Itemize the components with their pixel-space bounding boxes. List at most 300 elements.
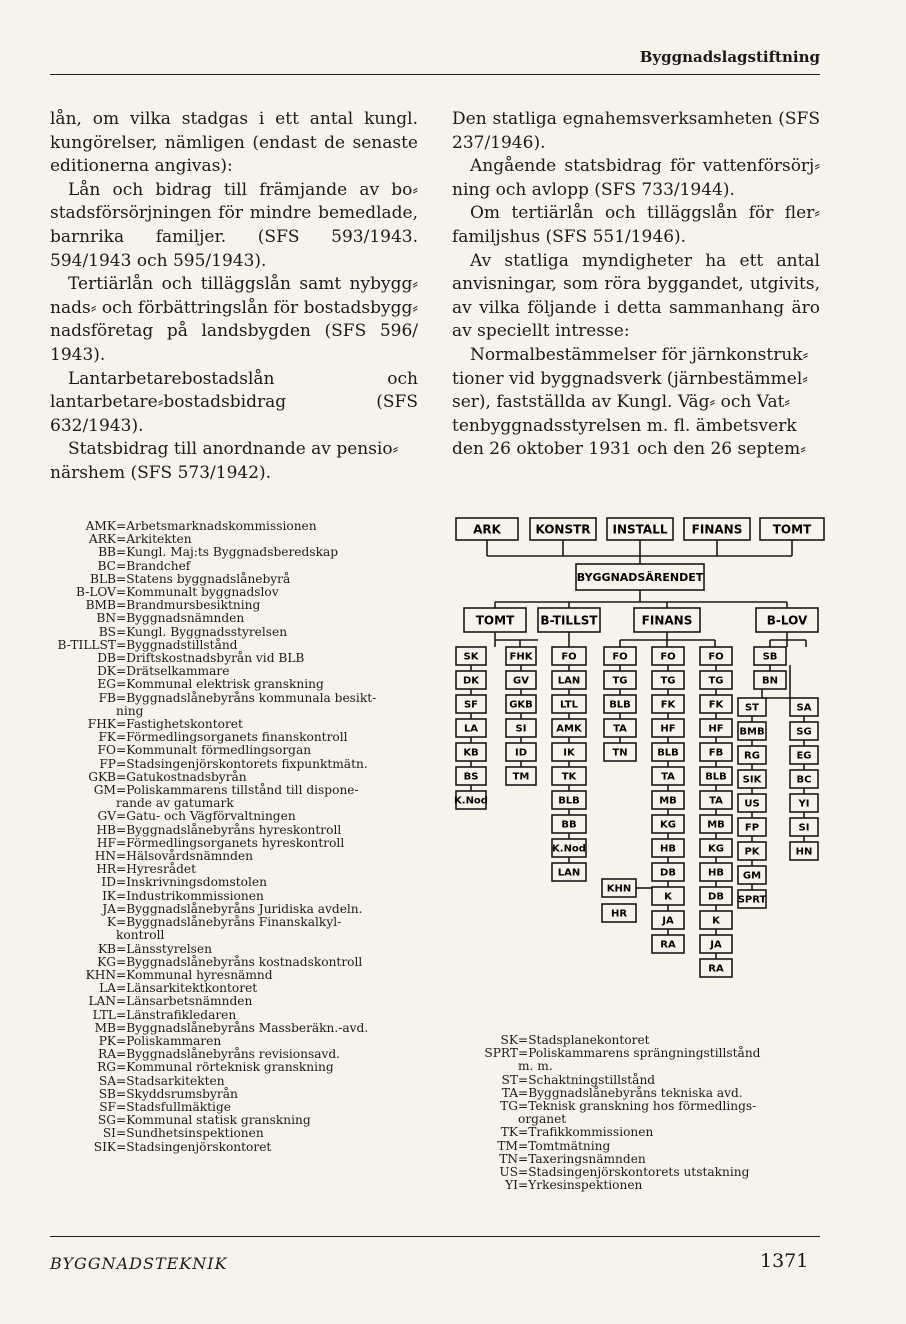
abbreviation-meaning: =Länstrafikledaren [116,1007,237,1022]
abbreviation-key: KHN [85,967,116,982]
abbreviation-meaning: =Drätselkammare [116,664,230,679]
abbreviation-key: HN [94,849,116,864]
abbreviation-key: US [499,1165,518,1180]
abbreviation-continuation: ning [116,703,144,718]
chart-node-label: FK [660,699,676,711]
abbreviation-key: SF [99,1099,116,1114]
chart-node-label: HB [660,843,676,855]
chart-node-label: BB [561,819,577,831]
chart-node [652,839,684,857]
abbreviation-key: BLB [89,571,116,586]
chart-node [700,815,732,833]
chart-node-label: TN [612,747,628,759]
chart-node [700,911,732,929]
paragraph: Om tertiärlån och tilläggslån för fler⸗familjshus (SFS 551/1946). [452,203,820,247]
right-text-column [452,108,820,462]
abbreviation-list-right [420,1034,820,1192]
chart-node [552,719,586,737]
abbreviation-entry [50,546,430,559]
abbreviation-entry [50,1061,430,1074]
chart-node [700,767,732,785]
chart-node [738,842,766,860]
chart-node-label: MB [707,819,725,831]
chart-node [700,719,732,737]
abbreviation-key: ARK [88,532,116,547]
abbreviation-key: FB [98,690,116,705]
chart-node [552,863,586,881]
abbreviation-key: BC [97,558,116,573]
chart-node [456,518,518,540]
journal-name: BYGGNADSTEKNIK [50,1254,228,1273]
abbreviation-key: KG [97,954,116,969]
chart-node [652,719,684,737]
chart-node-label: GKB [509,699,533,711]
abbreviation-entry [50,560,430,573]
abbreviation-meaning: =Yrkesinspektionen [518,1178,643,1193]
chart-node [756,608,818,632]
chart-node-label: ARK [473,522,501,537]
chart-node [760,518,824,540]
abbreviation-key: SB [98,1086,116,1101]
chart-node [552,695,586,713]
abbreviation-meaning: =Stadsingenjörskontorets fixpunktmätn. [116,756,368,771]
chart-node-label: TOMT [772,522,812,537]
chart-node-label: FO [660,651,676,663]
abbreviation-meaning: =Stadsingenjörskontoret [116,1139,272,1154]
chart-node [607,518,673,540]
abbreviation-meaning: =Kommunal statisk granskning [116,1113,311,1128]
abbreviation-meaning: =Byggnadslånebyråns kostnadskontroll [116,954,363,969]
abbreviation-key: TG [500,1099,518,1114]
chart-node-label: FK [708,699,724,711]
chart-node [552,839,586,857]
chart-node [790,722,818,740]
chart-node-label: FO [612,651,628,663]
abbreviation-meaning: =Byggnadsnämnden [116,611,245,626]
abbreviation-key: LA [99,981,116,996]
abbreviation-meaning: =Brandchef [116,558,191,573]
abbreviation-key: B-LOV [76,585,116,600]
abbreviation-key: LTL [92,1007,116,1022]
organization-chart [450,512,830,1002]
chart-node-label: SG [796,726,812,738]
abbreviation-key: FK [98,730,116,745]
chart-node [652,815,684,833]
abbreviation-meaning: =Kommunal elektrisk granskning [116,677,324,692]
chart-node-label: FO [561,651,577,663]
chart-node [552,767,586,785]
chart-node [738,890,767,908]
abbreviation-meaning: =Kungl. Maj:ts Byggnadsberedskap [116,545,339,560]
chart-node-label: K.Nod [552,843,586,855]
abbreviation-key: HB [96,822,116,837]
abbreviation-meaning: =Länsarkitektkontoret [116,981,258,996]
abbreviation-key: FO [97,743,116,758]
abbreviation-key: JA [102,901,116,916]
paragraph: Den statliga egnahemsverksamheten (SFS 237/1946). [452,109,820,153]
abbreviation-meaning: =Byggnadslånebyråns kommunala besikt- [116,690,377,705]
abbreviation-meaning: =Byggnadslånebyråns tekniska avd. [518,1085,743,1100]
chart-node-label: JA [710,939,722,951]
chart-node [652,743,684,761]
abbreviation-meaning: =Schaktningstillstånd [518,1072,656,1087]
abbreviation-entry [50,1088,430,1101]
chart-node-label: DK [462,675,480,687]
abbreviation-meaning: =Byggnadslånebyråns Finanskalkyl- [116,915,342,930]
footer-rule [50,1236,820,1237]
abbreviation-meaning: =Gatukostnadsbyrån [116,769,247,784]
abbreviation-entry [50,758,430,771]
chart-node [700,839,732,857]
chart-node [456,743,486,761]
chart-node [738,746,766,764]
page-number: 1371 [760,1250,809,1272]
abbreviation-key: FP [99,756,116,771]
chart-node-label: RA [660,939,676,951]
chart-node [700,743,732,761]
abbreviation-key: TK [500,1125,518,1140]
chart-node-label: HR [610,908,628,920]
chart-node-label: SI [515,723,527,735]
abbreviation-meaning: =Byggnadslånebyråns Massberäkn.-avd. [116,1020,369,1035]
chart-node [652,647,684,665]
abbreviation-key: ID [101,875,116,890]
chart-node [754,647,786,665]
abbreviation-meaning: =Förmedlingsorganets finanskontroll [116,730,348,745]
abbreviation-entry [50,1009,430,1022]
abbreviation-meaning: =Driftskostnadsbyrån vid BLB [116,651,305,666]
abbreviation-key: SPRT [484,1046,518,1061]
chart-node-label: SPRT [737,894,767,906]
abbreviation-key: PK [98,1033,116,1048]
abbreviation-entry [50,876,430,889]
running-title: Byggnadslagstiftning [639,48,820,66]
chart-node-label: TA [709,795,723,807]
header-rule [50,74,820,75]
chart-node-label: SK [463,651,479,663]
chart-node [454,791,488,809]
abbreviation-meaning: =Arbetsmarknadskommissionen [116,519,317,533]
abbreviation-entry [420,1100,820,1113]
chart-node [652,791,684,809]
abbreviation-key: SI [102,1126,116,1141]
abbreviation-entry [50,956,430,969]
chart-node-label: RA [708,963,724,975]
chart-node-label: LAN [557,867,581,879]
abbreviation-meaning: =Stadsarkitekten [116,1073,225,1088]
abbreviation-key: RG [97,1060,116,1075]
paragraph: Angående statsbidrag för vattenförsörj⸗ning och avlopp (SFS 733/1944). [452,156,820,200]
abbreviation-key: IK [102,888,116,903]
chart-node-label: TOMT [475,613,515,628]
chart-node-label: HF [708,723,724,735]
abbreviation-meaning: =Byggnadslånebyråns hyreskontroll [116,822,342,837]
abbreviation-entry [50,890,430,903]
abbreviation-key: DB [97,651,116,666]
chart-node-label: AMK [556,723,582,735]
abbreviation-entry [50,1141,430,1154]
abbreviation-entry [420,1047,820,1060]
chart-node [700,887,732,905]
abbreviation-key: SIK [93,1139,116,1154]
chart-node [552,647,586,665]
chart-node [652,911,684,929]
chart-node-label: BYGGNADSÄRENDET [576,570,704,584]
abbreviation-key: BMB [85,598,116,613]
chart-node [456,647,486,665]
chart-node [576,564,704,590]
abbreviation-key: BB [98,545,116,560]
chart-node-label: KHN [606,883,632,895]
chart-node-label: HN [795,846,813,858]
chart-node-label: TM [512,771,530,783]
abbreviation-entry [50,810,430,823]
abbreviation-key: RA [98,1047,116,1062]
abbreviation-key: GV [97,809,116,824]
abbreviation-key: EG [97,677,116,692]
paragraph: Normalbestämmelser för järnkonstruk⸗tioner vid byggnadsverk (järnbestämmel⸗ser), fastställda av Kungl. Väg⸗ och Vat⸗tenbyggnadsstyrelsen m. fl. ämbetsverk den 26 oktober 1931 och den 26 septem⸗ [452,344,809,460]
chart-node-label: TA [661,771,675,783]
chart-node-label: KG [660,819,676,831]
chart-node [538,608,600,632]
abbreviation-key: GKB [88,769,116,784]
paragraph: Lån och bidrag till främjande av bo⸗stadsförsörjningen för mindre bemedlade, barnrika familjer. (SFS 593/1943. 594/1943 och 595/1943). [50,179,418,271]
abbreviation-entry [50,784,430,797]
chart-node-label: FO [708,651,724,663]
abbreviation-continuation: organet [518,1112,567,1127]
abbreviation-key: AMK [85,519,116,533]
abbreviation-key: SA [98,1073,116,1088]
abbreviation-meaning: =Hyresrådet [116,862,197,877]
chart-node-label: RG [744,750,760,762]
paragraph: Av statliga myndigheter ha ett antal anvisningar, som röra byggandet, utgivits, av vilka följande i detta sammanhang äro av speciellt intresse: [452,250,820,342]
abbreviation-meaning: =Poliskammarens tillstånd till dispone- [116,783,359,798]
abbreviation-meaning: =Byggnadslånebyråns Juridiska avdeln. [116,901,363,916]
abbreviation-meaning: =Poliskammarens sprängningstillstånd [518,1046,761,1061]
chart-node [700,671,732,689]
chart-node-label: TG [708,675,724,687]
abbreviation-meaning: =Brandmursbesiktning [116,598,261,613]
chart-node [604,719,636,737]
chart-node [738,722,766,740]
chart-node [552,671,586,689]
abbreviation-meaning: =Tomtmätning [518,1138,611,1153]
abbreviation-key: LAN [88,994,116,1009]
chart-node [530,518,596,540]
chart-node-label: IK [563,747,575,759]
abbreviation-entry [420,1126,820,1139]
chart-node-label: K.Nod [454,795,488,807]
abbreviation-key: KB [97,941,116,956]
chart-node [738,818,766,836]
chart-node-label: B-TILLST [540,613,598,628]
abbreviation-key: K [106,915,116,930]
abbreviation-meaning: =Byggnadstillstånd [116,637,238,652]
chart-node [790,842,818,860]
chart-node [652,935,684,953]
chart-node [652,863,684,881]
abbreviation-entry [50,678,430,691]
chart-node-label: LTL [560,699,578,711]
abbreviation-meaning: =Förmedlingsorganets hyreskontroll [116,835,345,850]
abbreviation-entry [50,943,430,956]
chart-node-label: FP [744,822,760,834]
chart-node-label: SA [796,702,812,714]
chart-node-label: BLB [657,747,679,759]
abbreviation-entry [50,626,430,639]
chart-node [602,904,636,922]
chart-node-label: FINANS [691,522,743,537]
chart-node [700,959,732,977]
chart-node-label: FINANS [641,613,693,628]
abbreviation-meaning: =Stadsfullmäktige [116,1099,231,1114]
abbreviation-key: TM [497,1138,518,1153]
chart-node [700,695,732,713]
chart-node [506,767,536,785]
abbreviation-continuation: kontroll [116,928,165,943]
abbreviation-key: DK [97,664,116,679]
abbreviation-meaning: =Stadsplanekontoret [518,1033,650,1047]
chart-node-label: KG [708,843,724,855]
abbreviation-list-left [50,520,430,1154]
abbreviation-entry [50,612,430,625]
chart-node [506,671,536,689]
chart-node [790,770,818,788]
paragraph: Tertiärlån och tilläggslån samt nybygg⸗nads⸗ och förbättringslån för bostadsbygg⸗nadsföretag på landsbygden (SFS 596/ 1943). [50,274,418,365]
chart-node [652,767,684,785]
chart-node-label: BS [463,771,479,783]
chart-node [604,647,636,665]
chart-node [790,794,818,812]
abbreviation-meaning: =Sundhetsinspektionen [116,1126,264,1141]
chart-node-label: K [664,891,672,903]
chart-node-label: GM [742,870,762,882]
abbreviation-key: TA [501,1085,518,1100]
chart-node [506,719,536,737]
chart-node-label: BLB [609,699,631,711]
chart-node [738,794,766,812]
chart-node-label: SB [762,651,778,663]
chart-node-label: K [712,915,720,927]
chart-node [604,671,636,689]
abbreviation-entry [50,824,430,837]
chart-node [652,887,684,905]
abbreviation-key: GM [93,783,116,798]
abbreviation-key: B-TILLST [57,637,116,652]
chart-node [700,863,732,881]
chart-node-label: BC [796,774,812,786]
abbreviation-key: BN [96,611,116,626]
chart-node-label: DB [708,891,724,903]
chart-node [552,791,586,809]
abbreviation-meaning: =Taxeringsnämnden [518,1151,646,1166]
abbreviation-key: MB [94,1020,116,1035]
abbreviation-meaning: =Arkitekten [116,532,192,547]
chart-node [634,608,700,632]
chart-node-label: TG [660,675,676,687]
chart-node-label: HB [708,867,724,879]
chart-node-label: TK [561,771,577,783]
abbreviation-meaning: =Gatu- och Vägförvaltningen [116,809,296,824]
abbreviation-key: TN [499,1151,518,1166]
chart-node-label: ID [514,747,528,759]
left-text-column [50,108,418,486]
abbreviation-meaning: =Teknisk granskning hos förmedlings- [518,1099,757,1114]
chart-node-label: JA [662,915,674,927]
abbreviation-meaning: =Industrikommissionen [116,888,264,903]
chart-node-label: FHK [509,651,533,663]
abbreviation-key: BS [98,624,116,639]
chart-node [684,518,750,540]
abbreviation-key: FHK [87,717,116,732]
chart-node [552,815,586,833]
abbreviation-entry [50,1022,430,1035]
chart-node-label: BLB [705,771,727,783]
chart-node [464,608,526,632]
abbreviation-key: HR [96,862,116,877]
chart-node [456,671,486,689]
abbreviation-meaning: =Kommunalt förmedlingsorgan [116,743,312,758]
chart-node-label: YI [798,798,810,810]
chart-node-label: LA [463,723,479,735]
chart-node [506,695,536,713]
chart-node [700,791,732,809]
abbreviation-key: YI [505,1178,518,1193]
abbreviation-key: ST [501,1072,518,1087]
abbreviation-meaning: =Byggnadslånebyråns revisionsavd. [116,1047,341,1062]
abbreviation-continuation: rande av gatumark [116,796,234,811]
chart-node [506,743,536,761]
chart-node-label: TG [612,675,628,687]
abbreviation-continuation: m. m. [518,1059,553,1074]
chart-node [652,695,684,713]
abbreviation-key: SG [97,1113,116,1128]
chart-node [700,935,732,953]
chart-node-label: BN [762,675,778,687]
chart-node-label: GV [513,675,529,687]
chart-node [652,671,684,689]
chart-node [738,866,766,884]
chart-node [790,698,818,716]
abbreviation-meaning: =Poliskammaren [116,1033,222,1048]
abbreviation-meaning: =Kungl. Byggnadsstyrelsen [116,624,288,639]
abbreviation-key: HF [96,835,116,850]
chart-node-label: SF [463,699,479,711]
abbreviation-meaning: =Länsstyrelsen [116,941,212,956]
chart-node [604,743,636,761]
chart-node [790,818,818,836]
abbreviation-entry [50,1075,430,1088]
chart-node [738,770,766,788]
chart-node [604,695,636,713]
chart-node [456,767,486,785]
chart-node [602,879,636,897]
abbreviation-meaning: =Kommunal hyresnämnd [116,967,273,982]
chart-node-label: SI [798,822,810,834]
chart-node-label: HF [660,723,676,735]
abbreviation-meaning: =Stadsingenjörskontorets utstakning [518,1165,750,1180]
abbreviation-meaning: =Hälsovårdsnämnden [116,849,254,864]
abbreviation-entry [420,1179,820,1192]
chart-node-label: PK [744,846,760,858]
abbreviation-entry [50,692,430,705]
chart-node [552,743,586,761]
abbreviation-meaning: =Kommunalt byggnadslov [116,585,279,600]
chart-node-label: BMB [739,726,765,738]
abbreviation-entry [50,744,430,757]
abbreviation-entry [50,995,430,1008]
chart-node-label: INSTALL [612,522,668,537]
